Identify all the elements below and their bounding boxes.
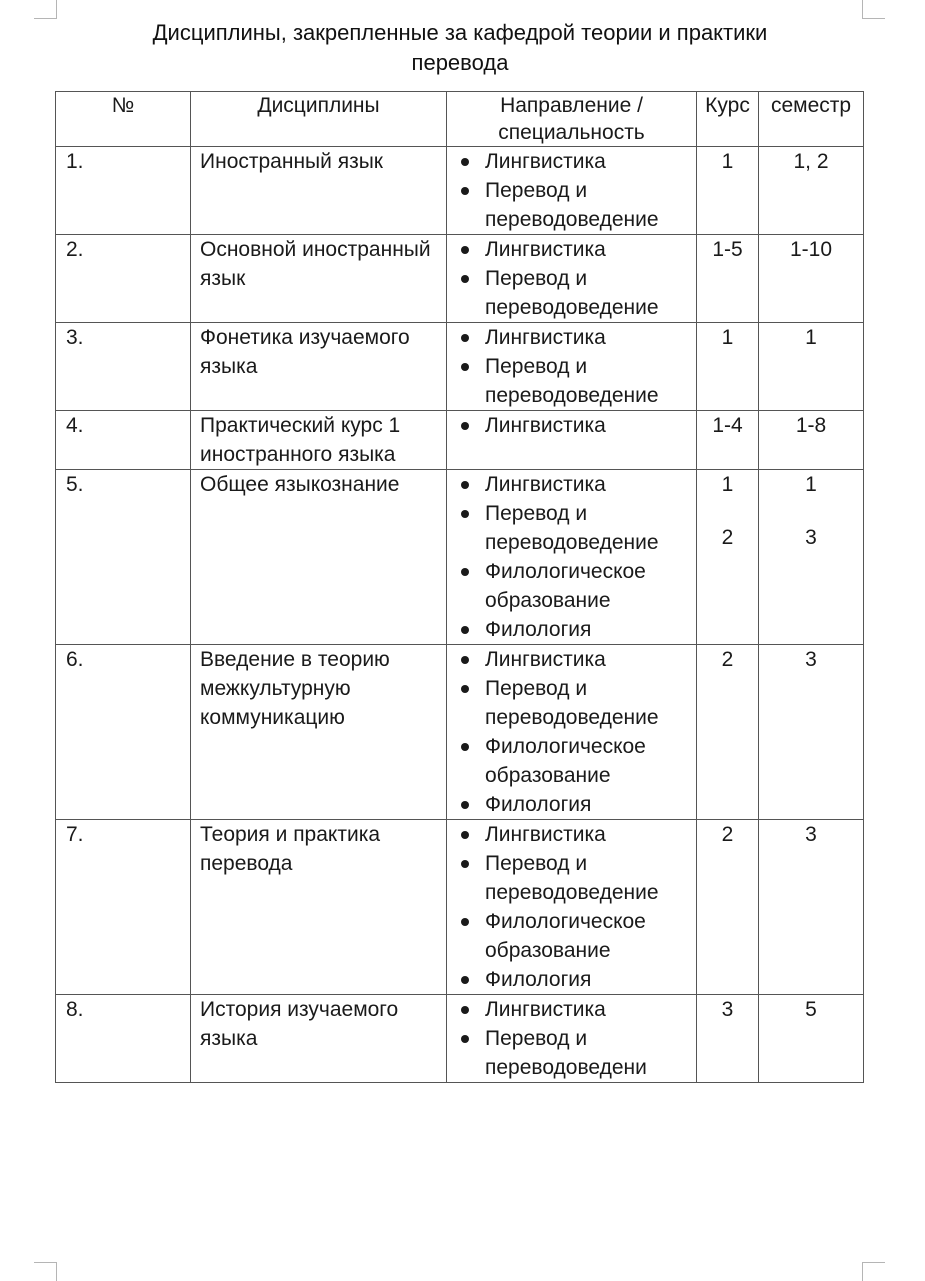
direction-cell [447,995,697,1083]
discipline-name: Иностранный язык [191,147,447,235]
course-value: 1 [721,150,734,173]
course-cell [697,411,759,470]
header-num: № [56,92,191,147]
semester-cell [759,820,864,995]
direction-list [455,323,696,410]
semester-value: 1-10 [789,238,833,261]
table-header-row [56,92,864,147]
direction-list [455,147,696,234]
direction-item: Перевод и переводоведение [455,499,696,557]
direction-item: Филологическое образование [455,907,696,965]
row-number: 7. [56,820,191,995]
semester-cell [759,470,864,645]
discipline-name: Практический курс 1 иностранного языка [191,411,447,470]
discipline-name: Общее языкознание [191,470,447,645]
course-value: 1 [721,326,734,349]
direction-item: Лингвистика [455,323,696,352]
table-row [56,820,864,995]
discipline-name: История изучаемого языка [191,995,447,1083]
direction-item: Лингвистика [455,147,696,176]
table-row [56,235,864,323]
semester-cell [759,323,864,411]
direction-item: Перевод и переводоведение [455,264,696,322]
page-corner-mark [34,1262,57,1281]
table-row [56,995,864,1083]
direction-item: Перевод и переводоведение [455,674,696,732]
header-course: Курс [697,92,759,147]
direction-item: Перевод и переводоведени [455,1024,696,1082]
direction-cell [447,235,697,323]
course-value: 2 [721,526,734,549]
table-row [56,323,864,411]
header-discipline: Дисциплины [191,92,447,147]
direction-item: Лингвистика [455,820,696,849]
course-value: 1-5 [712,238,743,261]
course-value: 1 [721,473,734,496]
discipline-name: Основной иностранный язык [191,235,447,323]
course-cell [697,147,759,235]
discipline-name: Фонетика изучаемого языка [191,323,447,411]
direction-item: Лингвистика [455,411,696,440]
course-cell [697,995,759,1083]
direction-list [455,820,696,994]
semester-value: 1 [805,326,817,349]
semester-value: 1 [805,473,817,496]
direction-cell [447,820,697,995]
direction-item: Филология [455,965,696,994]
direction-item: Лингвистика [455,235,696,264]
course-cell [697,645,759,820]
direction-item: Филологическое образование [455,732,696,790]
direction-cell [447,323,697,411]
semester-value: 1, 2 [793,150,829,173]
row-number: 5. [56,470,191,645]
row-number: 6. [56,645,191,820]
course-value: 1-4 [712,414,743,437]
course-cell [697,235,759,323]
direction-item: Филологическое образование [455,557,696,615]
course-value: 2 [721,648,734,671]
direction-item: Лингвистика [455,995,696,1024]
discipline-name: Введение в теорию межкультурную коммуникацию [191,645,447,820]
document-title [60,18,860,78]
semester-cell [759,147,864,235]
direction-list [455,470,696,644]
semester-value: 3 [805,823,817,846]
course-value: 3 [721,998,734,1021]
course-cell [697,323,759,411]
semester-value: 5 [805,998,817,1021]
disciplines-table [55,91,864,1083]
semester-cell [759,645,864,820]
direction-item: Перевод и переводоведение [455,352,696,410]
semester-value: 1-8 [795,414,827,437]
direction-item: Филология [455,615,696,644]
table-row [56,411,864,470]
page-corner-mark [862,1262,885,1281]
direction-item: Филология [455,790,696,819]
direction-cell [447,147,697,235]
header-direction: Направление / специальность [447,92,697,147]
semester-cell [759,235,864,323]
direction-item: Лингвистика [455,645,696,674]
row-number: 8. [56,995,191,1083]
row-number: 4. [56,411,191,470]
course-cell [697,820,759,995]
course-value: 2 [721,823,734,846]
direction-cell [447,645,697,820]
direction-list [455,995,696,1082]
direction-list [455,235,696,322]
table-row [56,645,864,820]
page-corner-mark [34,0,57,19]
row-number: 2. [56,235,191,323]
direction-list [455,411,696,440]
page-corner-mark [862,0,885,19]
direction-item: Перевод и переводоведение [455,849,696,907]
semester-cell [759,411,864,470]
direction-list [455,645,696,819]
document-title-line: перевода [411,50,509,75]
semester-value: 3 [805,526,817,549]
direction-item: Лингвистика [455,470,696,499]
table-row [56,147,864,235]
table-body [56,147,864,1083]
table-row [56,470,864,645]
document-title-line: Дисциплины, закрепленные за кафедрой теории и практики [152,20,768,45]
row-number: 3. [56,323,191,411]
discipline-name: Теория и практика перевода [191,820,447,995]
direction-cell [447,411,697,470]
semester-value: 3 [805,648,817,671]
course-cell [697,470,759,645]
direction-item: Перевод и переводоведение [455,176,696,234]
semester-cell [759,995,864,1083]
header-semester: семестр [759,92,864,147]
direction-cell [447,470,697,645]
row-number: 1. [56,147,191,235]
